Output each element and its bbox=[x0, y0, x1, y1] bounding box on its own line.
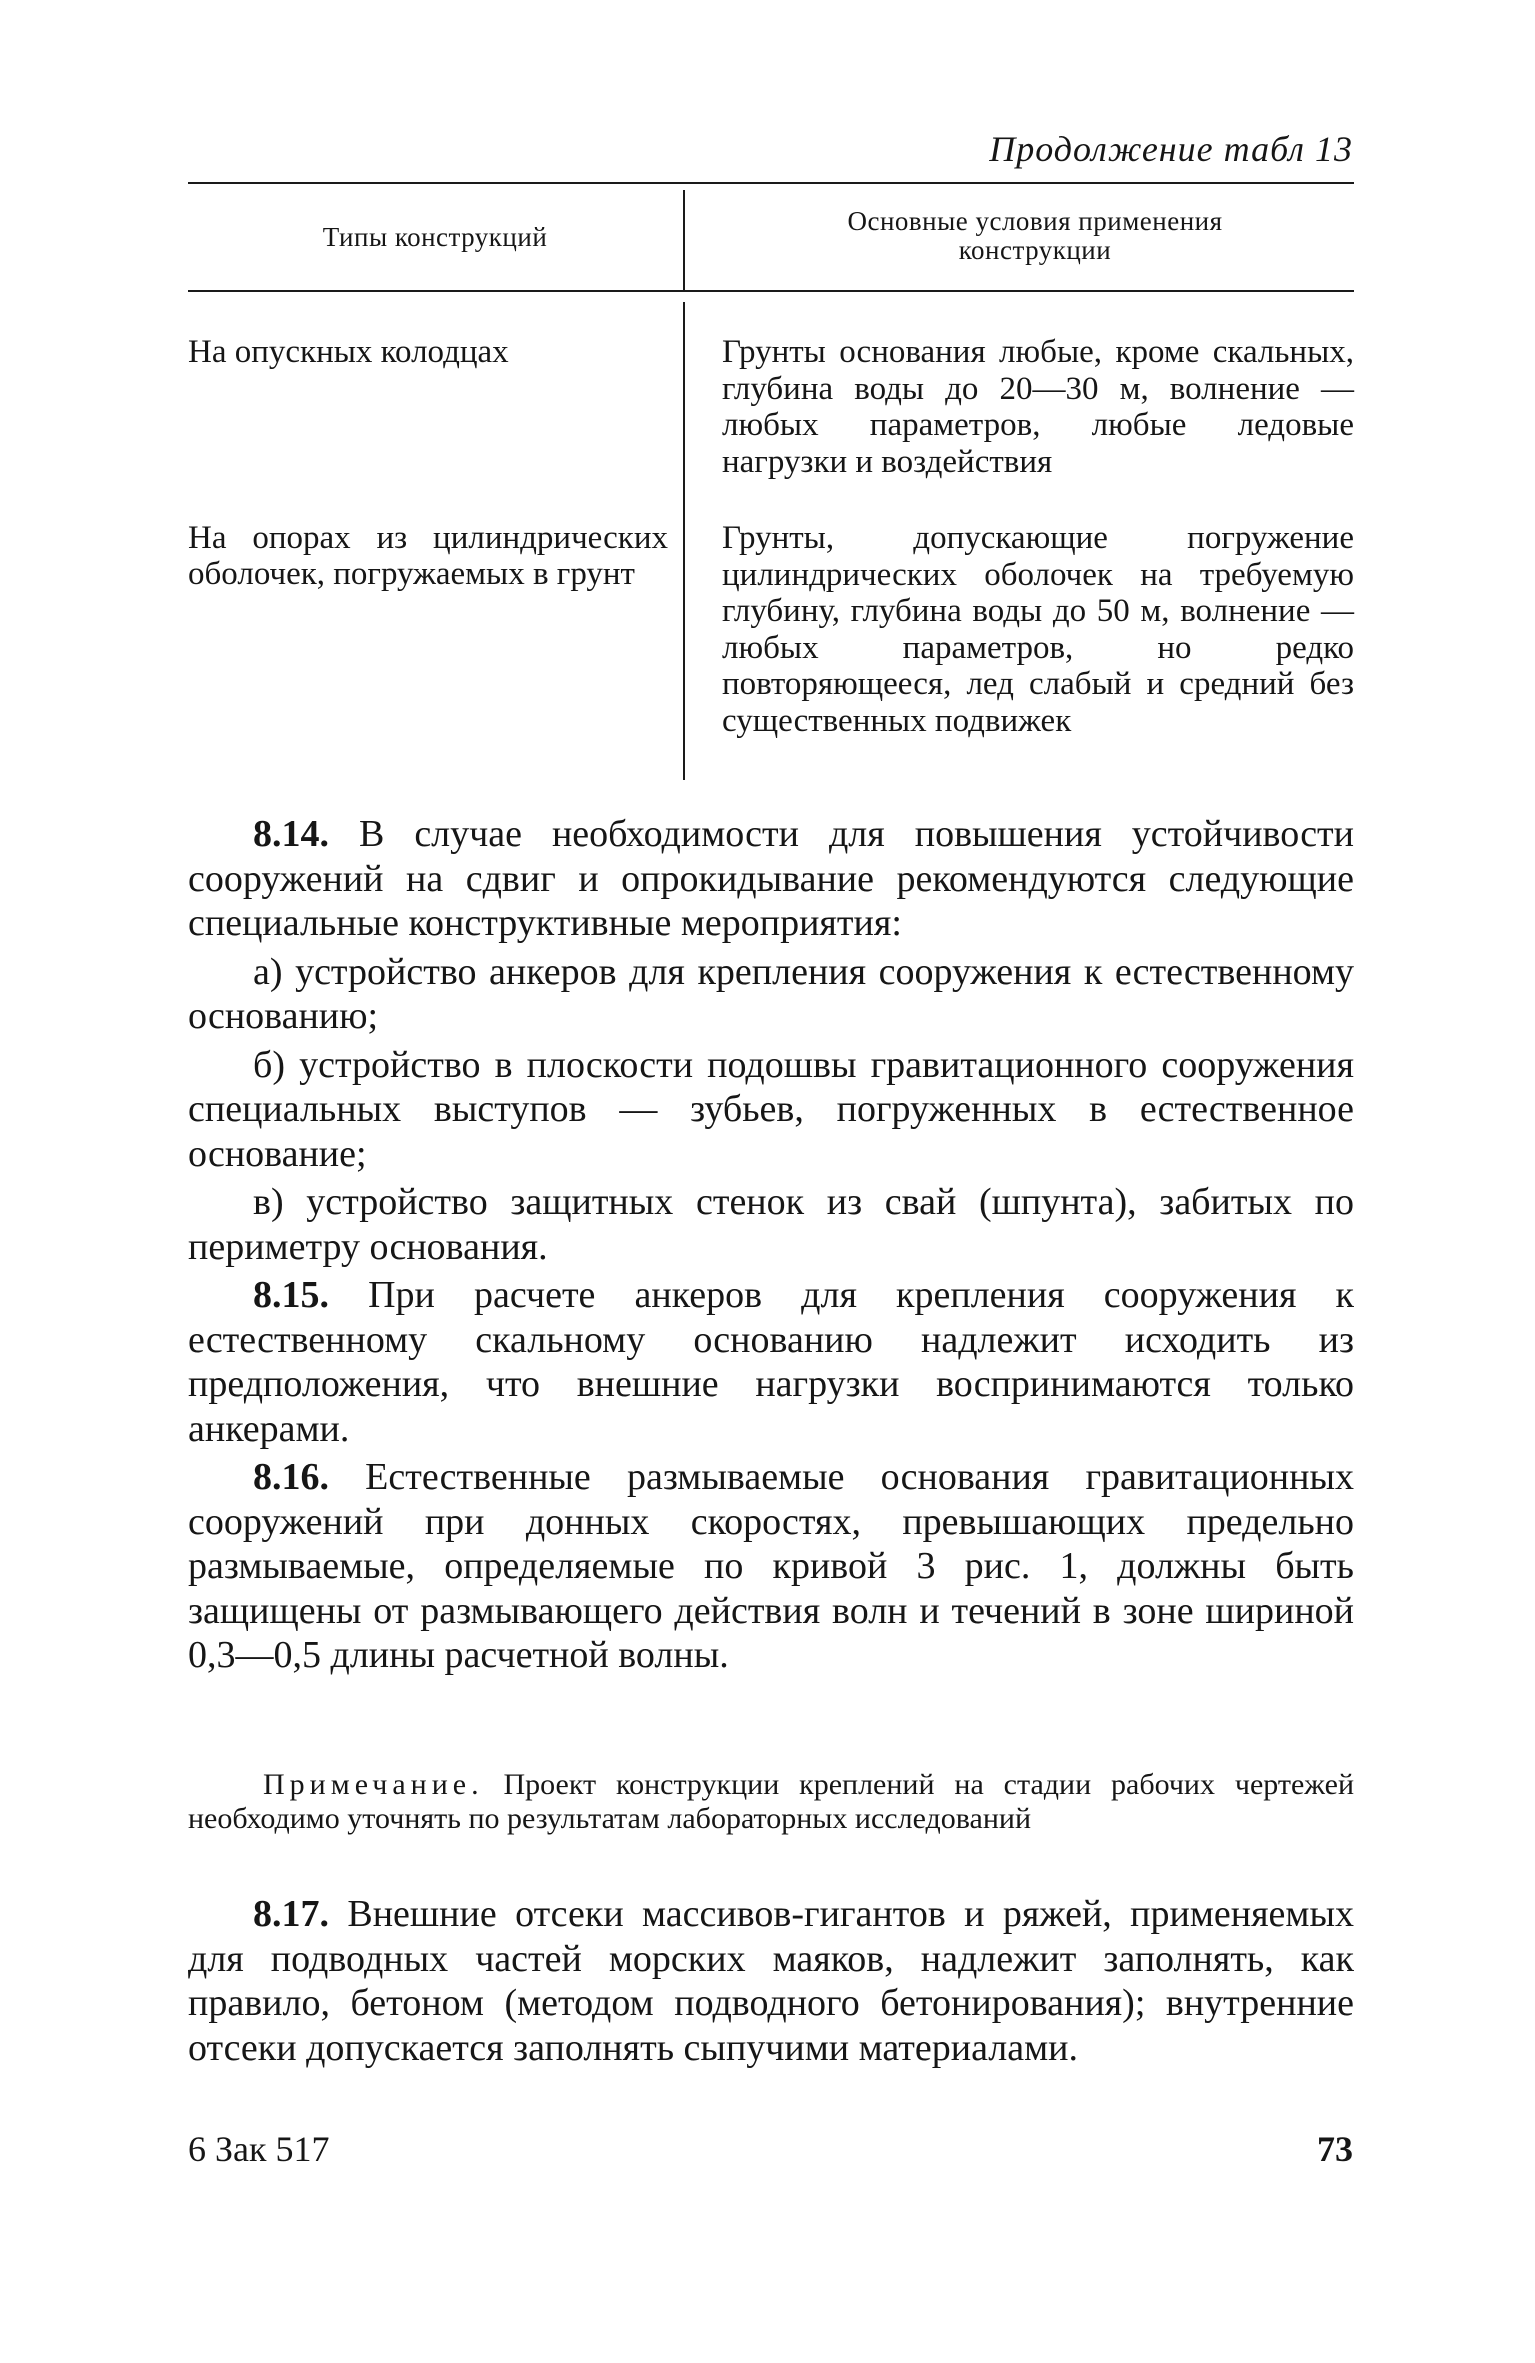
paragraph-item-v bbox=[188, 1180, 1354, 1269]
paragraph-number: 8.16. bbox=[253, 1456, 329, 1498]
body-section-final bbox=[188, 1892, 1354, 2074]
note-text: Проект конструкции креплений на стадии рабочих чертежей необходимо уточнять по результатам лабораторных исследований bbox=[188, 1768, 1354, 1835]
table-row-1-type: На опускных колодцах bbox=[188, 334, 509, 370]
table-header-divider bbox=[683, 190, 685, 290]
paragraph-8-15 bbox=[188, 1273, 1354, 1451]
paragraph-text: Естественные размываемые основания гравитационных сооружений при донных скоростях, превышающих предельно размываемые, определяемые по кривой 3 рис. 1, должны быть защищены от размывающего действия волн и течений в зоне шириной 0,3—0,5 длины расчетной волны. bbox=[188, 1456, 1354, 1676]
paragraph-8-17 bbox=[188, 1892, 1354, 2070]
paragraph-8-16 bbox=[188, 1455, 1354, 1678]
table-row-2-type: На опорах из цилиндрических оболочек, погружаемых в грунт bbox=[188, 520, 668, 592]
note bbox=[188, 1768, 1354, 1836]
paragraph-item-a bbox=[188, 950, 1354, 1039]
paragraph-number: 8.15. bbox=[253, 1274, 329, 1316]
paragraph-text: В случае необходимости для повышения устойчивости сооружений на сдвиг и опрокидывание рекомендуются следующие специальные конструктивные мероприятия: bbox=[188, 813, 1354, 944]
paragraph-text: При расчете анкеров для крепления сооружения к естественному скальному основанию надлежит исходить из предположения, что внешние нагрузки воспринимаются только анкерами. bbox=[188, 1274, 1354, 1450]
table-continuation-label: Продолжение табл 13 bbox=[989, 129, 1353, 169]
paragraph-number: 8.14. bbox=[253, 813, 329, 855]
paragraph-number: 8.17. bbox=[253, 1893, 329, 1935]
paragraph-text: б) устройство в плоскости подошвы гравитационного сооружения специальных выступов — зубьев, погруженных в естественное основание; bbox=[188, 1043, 1354, 1175]
table-header-types: Типы конструкций bbox=[322, 222, 548, 252]
paragraph-text: а) устройство анкеров для крепления сооружения к естественному основанию; bbox=[188, 950, 1354, 1037]
page-number: 73 bbox=[1317, 2129, 1353, 2169]
table-row-1-conditions: Грунты основания любые, кроме скальных, глубина воды до 20—30 м, волнение — любых параметров, любые ледовые нагрузки и воздействия bbox=[722, 334, 1354, 480]
table-column-divider bbox=[683, 302, 685, 780]
table-top-rule bbox=[188, 182, 1354, 184]
paragraph-item-b bbox=[188, 1043, 1354, 1177]
paragraph-8-14 bbox=[188, 812, 1354, 946]
table-header-conditions: Основные условия применения конструкции bbox=[847, 206, 1223, 265]
footer-order-number: 6 Зак 517 bbox=[188, 2129, 330, 2169]
paragraph-text: Внешние отсеки массивов-гигантов и ряжей, применяемых для подводных частей морских маяков, надлежит заполнять, как правило, бетоном (методом подводного бетонирования); внутренние отсеки допускается заполнять сыпучими материалами. bbox=[188, 1893, 1354, 2069]
paragraph-text: в) устройство защитных стенок из свай (шпунта), забитых по периметру основания. bbox=[188, 1181, 1354, 1268]
table-row-2-conditions: Грунты, допускающие погружение цилиндрических оболочек на требуемую глубину, глубина воды до 50 м, волнение — любых параметров, но редко повторяющееся, лед слабый и средний без существенных подвижек bbox=[722, 520, 1354, 739]
note-label: Примечание. bbox=[263, 1768, 484, 1801]
table-header-rule bbox=[188, 290, 1354, 292]
body-section bbox=[188, 812, 1354, 1682]
